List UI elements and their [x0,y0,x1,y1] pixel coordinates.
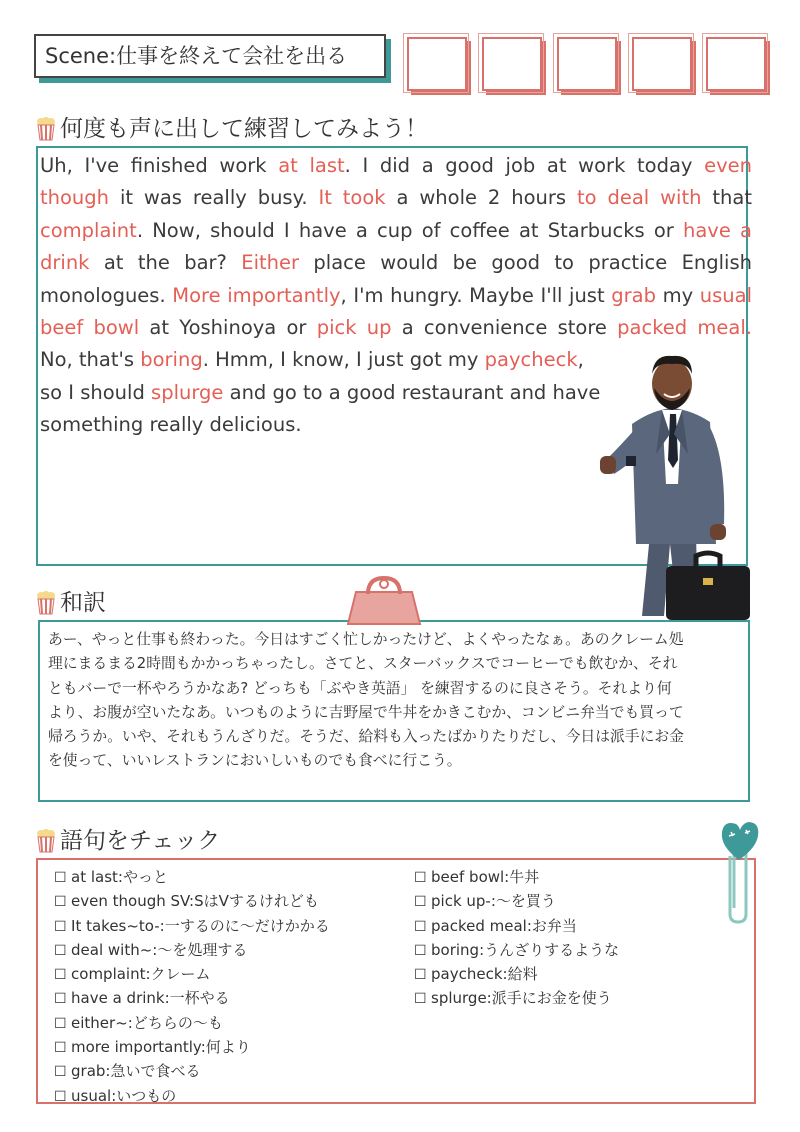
vocab-item[interactable]: ☐ deal with~:～を処理する [54,939,330,963]
passage-text: a convenience store [391,316,618,340]
passage-text: monologues. [40,283,173,307]
passage-text: at the bar? [89,251,242,275]
passage-text: . Now, should I have a cup of coffee at Starbucks or [136,218,683,242]
translation-line: あー、やっと仕事も終わった。今日はすごく忙しかったけど、よくやったなぁ。あのクレーム処 [48,631,684,648]
passage-text: my [655,283,700,307]
popcorn-icon [36,591,56,615]
translation-section-title [36,588,106,618]
check-box-5[interactable] [706,37,766,91]
passage-text: , [577,348,584,372]
check-box-4[interactable] [632,37,692,91]
highlighted-phrase: Either [241,251,300,275]
practice-section-title [36,114,428,144]
translation-line: より、お腹が空いたなあ。いつものように吉野屋で牛丼をかきこむか、コンビニ弁当でも買って [48,703,684,721]
vocab-item[interactable]: ☐ complaint:クレーム [54,963,330,987]
passage-text: that [701,186,752,210]
passage-text: , I'm hungry. Maybe I'll just [340,283,612,307]
passage-text: and go to a good restaurant and have [223,380,601,404]
highlighted-phrase: pick up [316,316,392,340]
passage-text: place would be good to practice English [299,251,752,275]
passage-text: Uh, I've finished work [40,154,279,177]
vocab-item[interactable]: ☐ It takes~to-:一するのに～だけかかる [54,915,330,939]
practice-title-text: 何度も声に出して練習してみよう！ [60,116,428,142]
highlighted-phrase: have a [683,218,752,242]
highlighted-phrase: packed meal. [617,316,752,340]
popcorn-icon [36,117,56,141]
highlighted-phrase: grab [611,283,656,307]
check-box-3[interactable] [557,37,617,91]
highlighted-phrase: to deal with [576,186,702,210]
businessman-illustration [592,344,760,622]
translation-line: ともバーで一杯やろうかなあ? どっちも「ぶやき英語」 を練習するのに良さそう。それより何 [48,679,672,697]
vocab-item[interactable]: ☐ splurge:派手にお金を使う [414,987,619,1011]
passage-text: at Yoshinoya or [139,316,317,340]
passage-line [40,150,752,182]
vocab-item[interactable]: ☐ beef bowl:牛丼 [414,866,619,890]
vocab-item[interactable]: ☐ at last:やっと [54,866,330,890]
passage-text: something really delicious. [40,413,302,437]
passage-line [40,280,752,312]
vocab-item[interactable]: ☐ pick up-:～を買う [414,890,619,914]
translation-line: 帰ろうか。いや、それもうんざりだ。そうだ、給料も入ったばかりたりだし、今日は派手にお金 [48,728,684,746]
passage-text: No, that's [40,348,141,372]
check-box-2[interactable] [482,37,542,91]
passage-text: so I should [40,380,152,404]
highlighted-phrase: usual [699,283,752,307]
heart-paperclip-icon [712,816,766,926]
highlighted-phrase: drink [40,251,90,275]
highlighted-phrase: though [40,186,110,210]
highlighted-phrase: More importantly [172,283,341,307]
highlighted-phrase: It took [318,186,386,210]
vocab-item[interactable]: ☐ usual:いつもの [54,1085,330,1109]
popcorn-icon [36,829,56,853]
vocab-item[interactable]: ☐ paycheck:給料 [414,963,619,987]
highlighted-phrase: splurge [151,380,224,404]
vocab-item[interactable]: ☐ packed meal:お弁当 [414,915,619,939]
highlighted-phrase: paycheck [484,348,578,372]
passage-line [40,247,752,279]
vocab-item[interactable]: ☐ have a drink:一杯やる [54,987,330,1011]
translation-line: を使って、いいレストランにおいしいものでも食べに行こう。 [48,752,462,770]
vocab-item[interactable]: ☐ boring:うんざりするような [414,939,619,963]
japanese-translation [48,628,752,774]
passage-line [40,215,752,247]
highlighted-phrase: beef bowl [40,316,140,340]
translation-line: 理にまるまる2時間もかかっちゃったし。さてと、スターバックスでコーヒーでも飲むか、それ [48,655,678,673]
vocab-item[interactable]: ☐ more importantly:何より [54,1036,330,1060]
vocab-list-right [414,866,619,1012]
passage-text: it was really busy. [109,186,319,210]
vocab-item[interactable]: ☐ even though SV:SはVするけれども [54,890,330,914]
translation-title-text: 和訳 [60,590,106,616]
vocab-section-title [36,826,220,856]
vocab-title-text: 語句をチェック [60,828,221,854]
highlighted-phrase: boring [140,348,203,372]
scene-title: Scene:仕事を終えて会社を出る [34,34,386,78]
vocab-item[interactable]: ☐ either~:どちらの～も [54,1012,330,1036]
passage-line [40,182,752,214]
passage-text: . I did a good job at work today [344,154,705,177]
passage-text: . Hmm, I know, I just got my [202,348,485,372]
passage-line [40,312,752,344]
highlighted-phrase: at last [278,154,345,177]
binder-clip-icon [338,574,430,626]
vocab-panel [36,858,756,1104]
check-box-1[interactable] [407,37,467,91]
highlighted-phrase: even [704,154,753,177]
vocab-list-left [54,866,330,1109]
highlighted-phrase: complaint [40,218,137,242]
vocab-item[interactable]: ☐ grab:急いで食べる [54,1060,330,1084]
passage-text: a whole 2 hours [385,186,577,210]
